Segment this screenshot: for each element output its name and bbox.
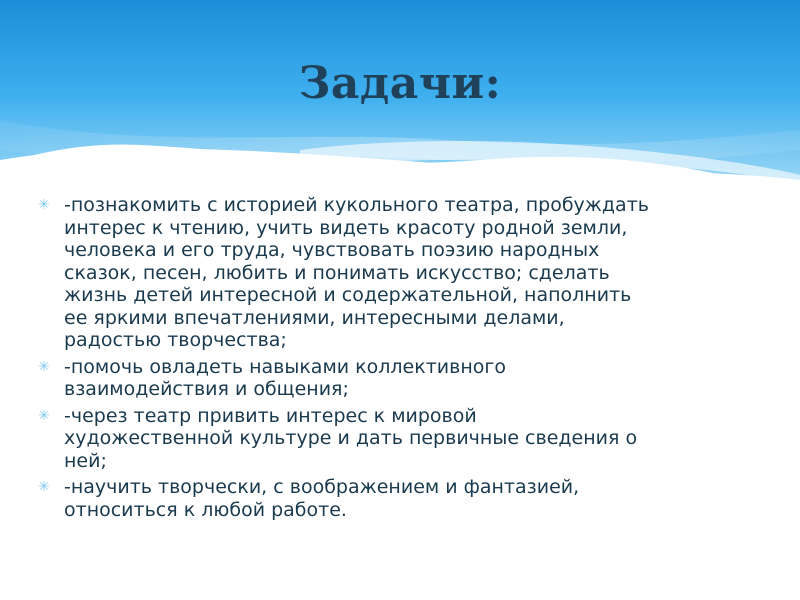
slide-title: Задачи: [298,58,502,109]
bullet-sparkle-icon: ✳ [38,407,50,424]
bullet-line: ней; [64,449,107,472]
bullet-item [30,356,770,401]
bullet-line: ее яркими впечатлениями, интересными делами, [64,306,565,329]
bullet-line: человека и его труда, чувствовать поэзию народных [64,239,600,261]
bullet-line: жизнь детей интересной и содержательной, наполнить [64,284,632,306]
bullet-line: -через театр привить интерес к мировой [64,404,477,427]
bullet-line: интерес к чтению, учить видеть красоту родной земли, [64,216,628,239]
bullet-line: -научить творчески, с воображением и фантазией, [64,476,580,498]
bullet-line: -познакомить с историей кукольного театра, пробуждать [64,194,649,216]
bullet-item [30,476,770,521]
bullet-line: взаимодействия и общения; [64,378,349,400]
bullet-sparkle-icon: ✳ [38,358,50,375]
bullet-sparkle-icon: ✳ [38,479,50,495]
bullet-list [30,194,770,525]
bullet-line: радостью творчества; [64,329,287,351]
bullet-item [30,405,770,473]
bullet-line: художественной культуре и дать первичные сведения о [64,427,638,449]
bullet-line: сказок, песен, любить и понимать искусство; сделать [64,261,610,284]
bullet-sparkle-icon: ✳ [38,197,50,213]
bullet-line: относиться к любой работе. [64,498,347,521]
bullet-line: -помочь овладеть навыками коллективного [64,355,506,378]
bullet-item [30,194,770,352]
